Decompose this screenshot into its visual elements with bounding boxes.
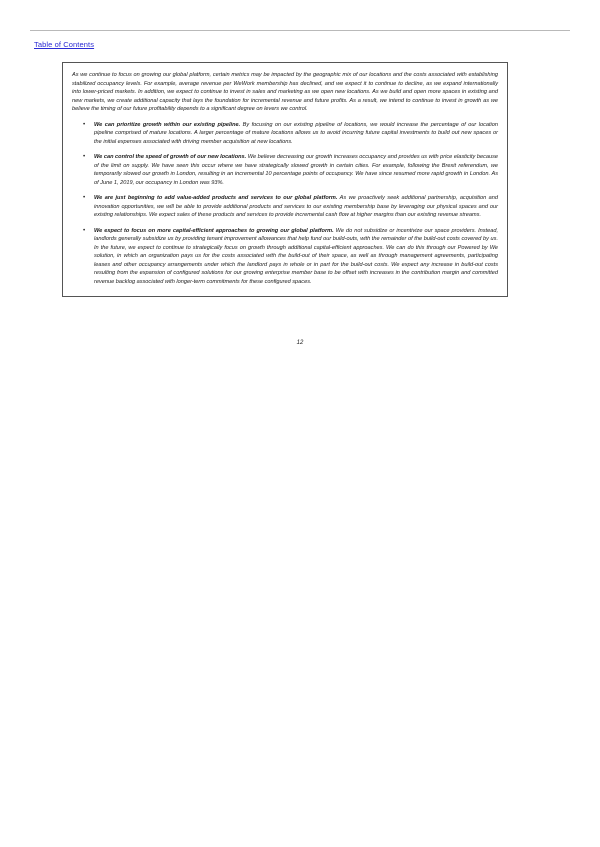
- bullet-dot-icon: •: [83, 227, 86, 234]
- content-container: [62, 62, 508, 297]
- bullet-lead: We can prioritize growth within our existing pipeline.: [94, 121, 241, 128]
- bullet-text: By focusing on our existing pipeline of locations, we would increase the percentage of our location pipeline comprised of mature locations. A larger percentage of mature locations allows us to avoid incurring future capital investments to build out new spaces or the initial expenses associated with driving member acquisition at new locations.: [94, 121, 499, 145]
- intro-paragraph: As we continue to focus on growing our global platform, certain metrics may be impacted by the geographic mix of our locations and the costs associated with establishing stabilized occupancy levels. For example, average revenue per WeWork membership has declined, and we expect it to continue to decline, as we expand internationally into lower-priced markets. In addition, we expect to continue to invest in sales and marketing as we open new locations. As we build and open more spaces in existing and new markets, we create additional capacity that lays the foundation for incremental revenue and future profits. As a result, we intend to continue to invest in growth as we believe the timing of our future profitability depends to a significant degree on levers we control.: [72, 72, 498, 112]
- list-item: [72, 121, 498, 147]
- bullet-dot-icon: •: [83, 154, 86, 160]
- bullet-lead: We are just beginning to add value-added products and services to our global platform.: [94, 195, 338, 201]
- bullet-dot-icon: •: [83, 195, 86, 201]
- bullet-text: As we proactively seek additional partnership, acquisition and innovation opportunities, we will be able to provide additional products and services to our existing membership base by leveraging our physical spaces and our existing relationships. We expect sales of these products and services to provide incremental cash flow at higher margins than our existing revenue streams.: [94, 195, 498, 218]
- list-item: [72, 194, 498, 220]
- bullet-lead: We can control the speed of growth of our new locations.: [94, 154, 247, 160]
- bullet-text: We do not subsidize or incentivize our space providers. Instead, landlords generally subsidize us by providing tenant improvement allowances that help fund our build-outs, with the remainder of the build-out costs covered by us. In the future, we expect to continue to strategically focus on growth through additional capital-efficient approaches. We can do this through our Powered by We solution, in which an organization pays us for the costs associated with the build-out of their space, as well as through management agreements, participating leases and other occupancy arrangements under which the landlord pays in whole or in part for the build-out costs. We expect any increase in build-out costs resulting from the expansion of configured solutions for our growing enterprise member base to be offset with increases in the contribution margin and committed revenue backlog associated with longer-term commitments for these configured spaces.: [94, 227, 498, 285]
- header-divider: [30, 30, 570, 31]
- bullet-text: We believe decreasing our growth increases occupancy and provides us with price elasticity because of the limit on supply. We have seen this occur where we have strategically slowed growth in certain cities. For example, following the Brexit referendum, we temporarily slowed our growth in London, resulting in an incremental 10 percentage points of occupancy. We have since resumed more rapid growth in London. As of June 1, 2019, our occupancy in London was 93%.: [94, 154, 499, 186]
- bullet-lead: We expect to focus on more capital-efficient approaches to growing our global platform.: [94, 227, 334, 234]
- list-item: [72, 153, 498, 187]
- list-item: [72, 227, 498, 287]
- page-number: 12: [296, 340, 304, 346]
- table-of-contents-link[interactable]: Table of Contents: [34, 40, 95, 49]
- bullet-dot-icon: •: [83, 121, 86, 128]
- bullet-list: [72, 121, 498, 287]
